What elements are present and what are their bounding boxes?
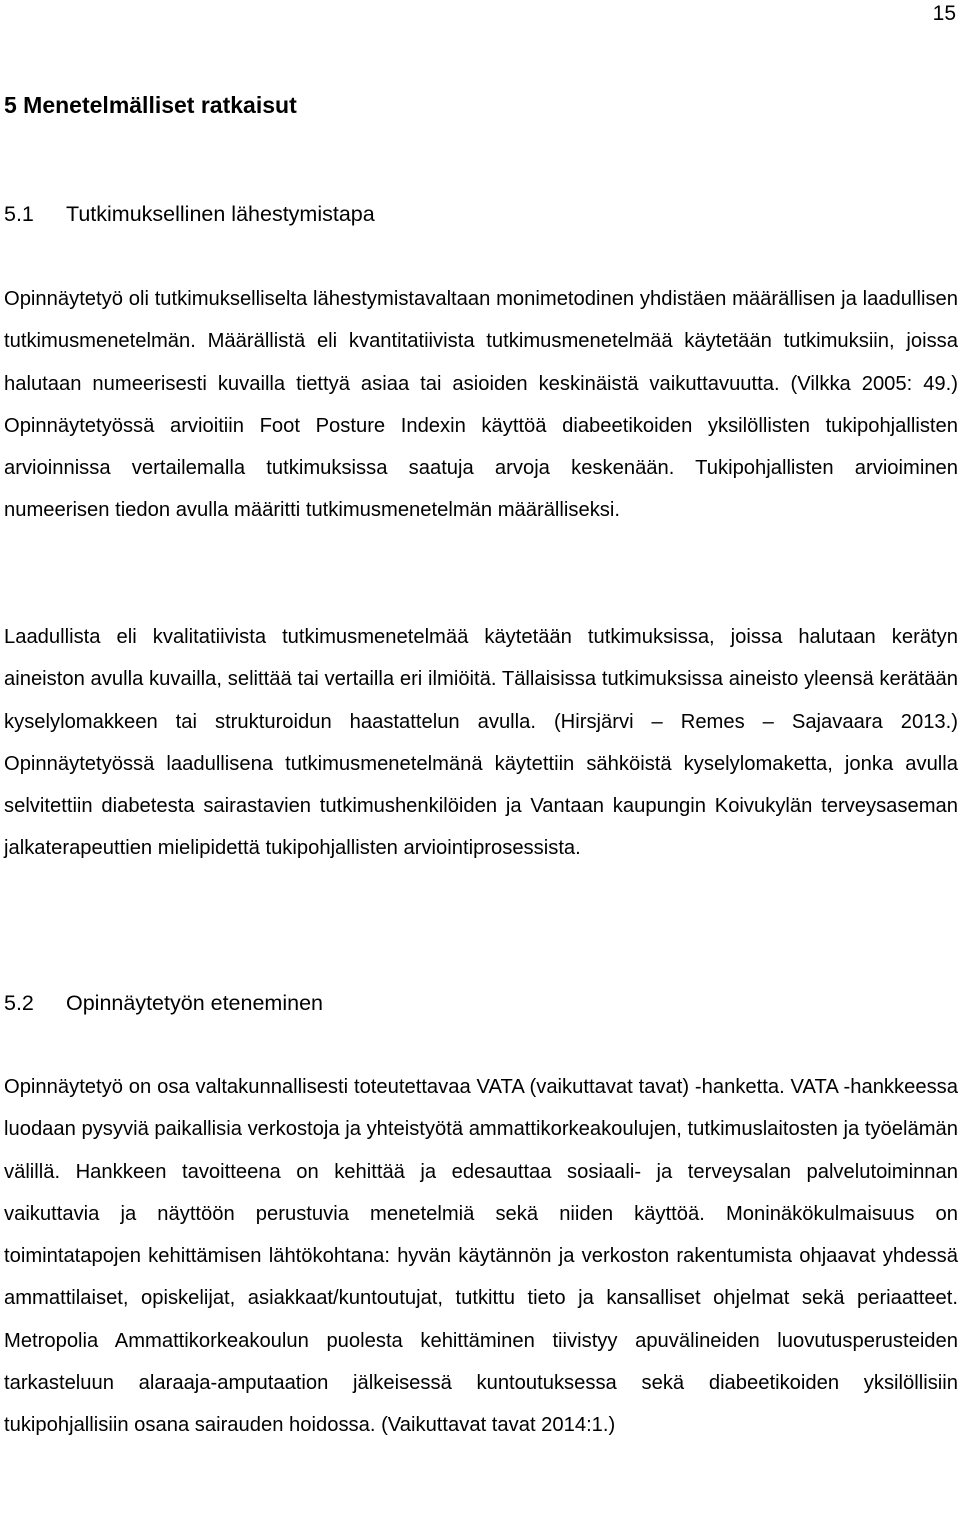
paragraph-research-approach: Opinnäytetyö oli tutkimukselliselta lähestymistavaltaan monimetodinen yhdistäen määrällisen ja laadullisen tutkimusmenetelmän. Määrällistä eli kvantitatiivista tutkimusmenetelmää käytetään tutkimuksiin, joissa halutaan numeerisesti kuvailla tiettyä asiaa tai asioiden keskinäistä vaikuttavuutta. (Vilkka 2005: 49.) Opinnäytetyössä arvioitiin Foot Posture Indexin käyttöä diabeetikoiden yksilöllisten tukipohjallisten arvioinnissa vertailemalla tutkimuksissa saatuja arvoja keskenään. Tukipohjallisten arvioiminen numeerisen tiedon avulla määritti tutkimusmenetelmän määrälliseksi. [4,288,958,522]
chapter-heading: 5 Menetelmälliset ratkaisut [4,92,297,118]
section-heading-5-2 [4,989,323,1017]
section-number: 5.1 [4,202,34,226]
paragraph-thesis-progress: Opinnäytetyö on osa valtakunnallisesti toteutettavaa VATA (vaikuttavat tavat) -hanketta. VATA -hankkeessa luodaan pysyviä paikallisia verkostoja ja yhteistyötä ammattikorkeakoulujen, tutkimuslaitosten ja työelämän välillä. Hankkeen tavoitteena on kehittää ja edesauttaa sosiaali- ja terveysalan palvelutoiminnan vaikuttavia ja näyttöön perustuvia menetelmiä sekä niiden käyttöä. Moninäkökulmaisuus on toimintatapojen kehittämisen lähtökohtana: hyvän käytännön ja verkoston rakentumista ohjaavat yhdessä ammattilaiset, opiskelijat, asiakkaat/kuntoutujat, tutkittu tieto ja kansalliset ohjelmat sekä periaatteet. Metropolia Ammattikorkeakoulun puolesta kehittäminen tiivistyy apuvälineiden luovutusperusteiden tarkasteluun alaraaja-amputaation jälkeisessä kuntoutuksessa sekä diabeetikoiden yksilöllisiin tukipohjallisiin osana sairauden hoidossa. (Vaikuttavat tavat 2014:1.) [4,1076,958,1437]
section-title: Tutkimuksellinen lähestymistapa [66,202,375,226]
section-title: Opinnäytetyön eteneminen [66,991,323,1015]
section-heading-5-1 [4,200,375,228]
paragraph-qualitative-method: Laadullista eli kvalitatiivista tutkimusmenetelmää käytetään tutkimuksissa, joissa halutaan kerätyn aineiston avulla kuvailla, selittää tai vertailla eri ilmiöitä. Tällaisissa tutkimuksissa aineisto yleensä kerätään kyselylomakkeen tai strukturoidun haastattelun avulla. (Hirsjärvi ‒ Remes ‒ Sajavaara 2013.) Opinnäytetyössä laadullisena tutkimusmenetelmänä käytettiin sähköistä kyselylomaketta, jonka avulla selvitettiin diabetesta sairastavien tutkimushenkilöiden ja Vantaan kaupungin Koivukylän terveysaseman jalkaterapeuttien mielipidettä tukipohjallisten arviointiprosessista. [4,626,958,860]
page-number: 15 [932,2,956,25]
section-number: 5.2 [4,991,34,1015]
